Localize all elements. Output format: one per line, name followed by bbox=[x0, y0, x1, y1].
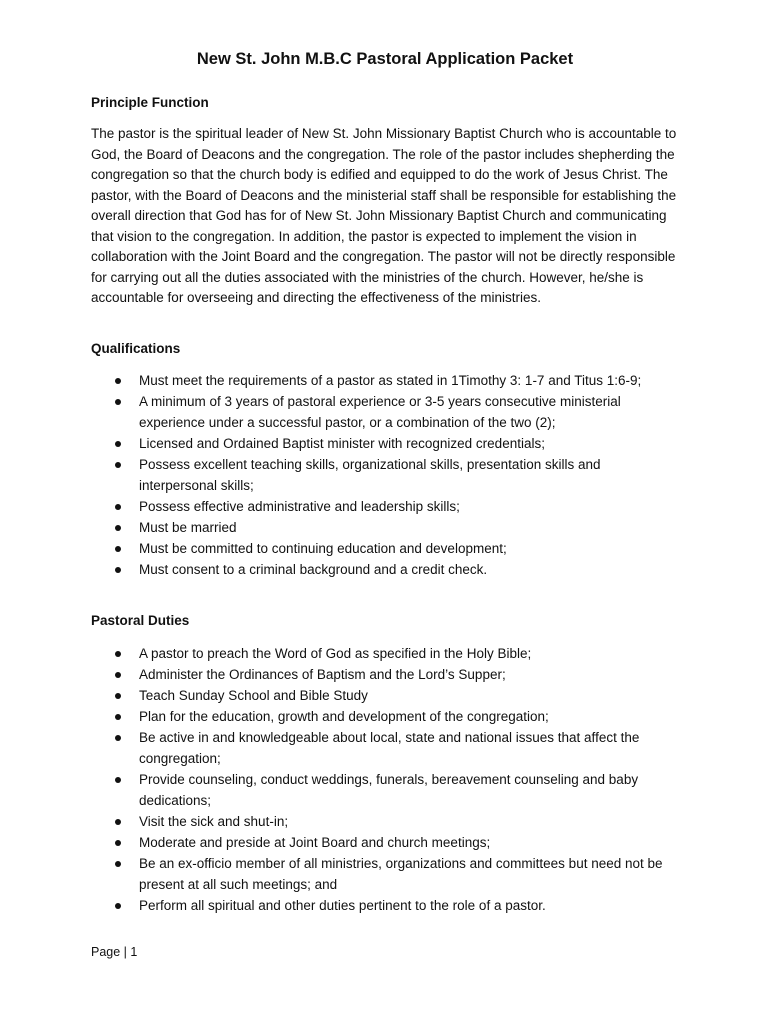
bullet-icon bbox=[115, 672, 121, 678]
principle-function-heading: Principle Function bbox=[91, 95, 209, 110]
bullet-icon bbox=[115, 693, 121, 699]
list-item: Must be committed to continuing education and development; bbox=[91, 538, 681, 559]
list-item: Perform all spiritual and other duties pertinent to the role of a pastor. bbox=[91, 895, 681, 916]
bullet-icon bbox=[115, 567, 121, 573]
list-item: Plan for the education, growth and development of the congregation; bbox=[91, 706, 681, 727]
pastoral-duties-heading: Pastoral Duties bbox=[91, 613, 190, 628]
list-item: Moderate and preside at Joint Board and church meetings; bbox=[91, 832, 681, 853]
list-item: Must be married bbox=[91, 517, 681, 538]
principle-function-paragraph: The pastor is the spiritual leader of New St. John Missionary Baptist Church who is accountable to God, the Board of Deacons and the congregation. The role of the pastor includes shepherding the congregation so that the church body is edified and equipped to do the work of Jesus Christ. The pastor, with the Board of Deacons and the ministerial staff shall be responsible for establishing the overall direction that God has for of New St. John Missionary Baptist Church and communicating that vision to the congregation. In addition, the pastor is expected to implement the vision in collaboration with the Joint Board and the congregation. The pastor will not be directly responsible for carrying out all the duties associated with the ministries of the church. However, he/she is accountable for overseeing and directing the effectiveness of the ministries. bbox=[91, 126, 677, 305]
list-item: Must meet the requirements of a pastor as stated in 1Timothy 3: 1-7 and Titus 1:6-9; bbox=[91, 370, 681, 391]
list-item: A minimum of 3 years of pastoral experience or 3-5 years consecutive ministerial experience under a successful pastor, or a combination of the two (2); bbox=[91, 391, 681, 433]
bullet-icon bbox=[115, 378, 121, 384]
page-number: Page | 1 bbox=[91, 945, 138, 959]
bullet-icon bbox=[115, 861, 121, 867]
document-title: New St. John M.B.C Pastoral Application Packet bbox=[196, 50, 574, 68]
bullet-icon bbox=[115, 777, 121, 783]
bullet-icon bbox=[115, 441, 121, 447]
list-item: Administer the Ordinances of Baptism and the Lord’s Supper; bbox=[91, 664, 681, 685]
list-item: Possess excellent teaching skills, organizational skills, presentation skills and interpersonal skills; bbox=[91, 454, 681, 496]
bullet-icon bbox=[115, 735, 121, 741]
bullet-icon bbox=[115, 525, 121, 531]
bullet-icon bbox=[115, 462, 121, 468]
bullet-icon bbox=[115, 840, 121, 846]
bullet-icon bbox=[115, 651, 121, 657]
qualifications-heading: Qualifications bbox=[91, 341, 181, 356]
bullet-icon bbox=[115, 546, 121, 552]
list-item: Must consent to a criminal background and a credit check. bbox=[91, 559, 681, 580]
pastoral-duties-list bbox=[91, 643, 681, 916]
list-item: Be active in and knowledgeable about local, state and national issues that affect the congregation; bbox=[91, 727, 681, 769]
list-item: Possess effective administrative and leadership skills; bbox=[91, 496, 681, 517]
list-item: A pastor to preach the Word of God as specified in the Holy Bible; bbox=[91, 643, 681, 664]
bullet-icon bbox=[115, 819, 121, 825]
bullet-icon bbox=[115, 714, 121, 720]
list-item: Visit the sick and shut-in; bbox=[91, 811, 681, 832]
bullet-icon bbox=[115, 903, 121, 909]
list-item: Licensed and Ordained Baptist minister with recognized credentials; bbox=[91, 433, 681, 454]
list-item: Teach Sunday School and Bible Study bbox=[91, 685, 681, 706]
qualifications-list bbox=[91, 370, 681, 580]
list-item: Provide counseling, conduct weddings, funerals, bereavement counseling and baby dedications; bbox=[91, 769, 681, 811]
bullet-icon bbox=[115, 399, 121, 405]
bullet-icon bbox=[115, 504, 121, 510]
list-item: Be an ex-officio member of all ministries, organizations and committees but need not be present at all such meetings; and bbox=[91, 853, 681, 895]
